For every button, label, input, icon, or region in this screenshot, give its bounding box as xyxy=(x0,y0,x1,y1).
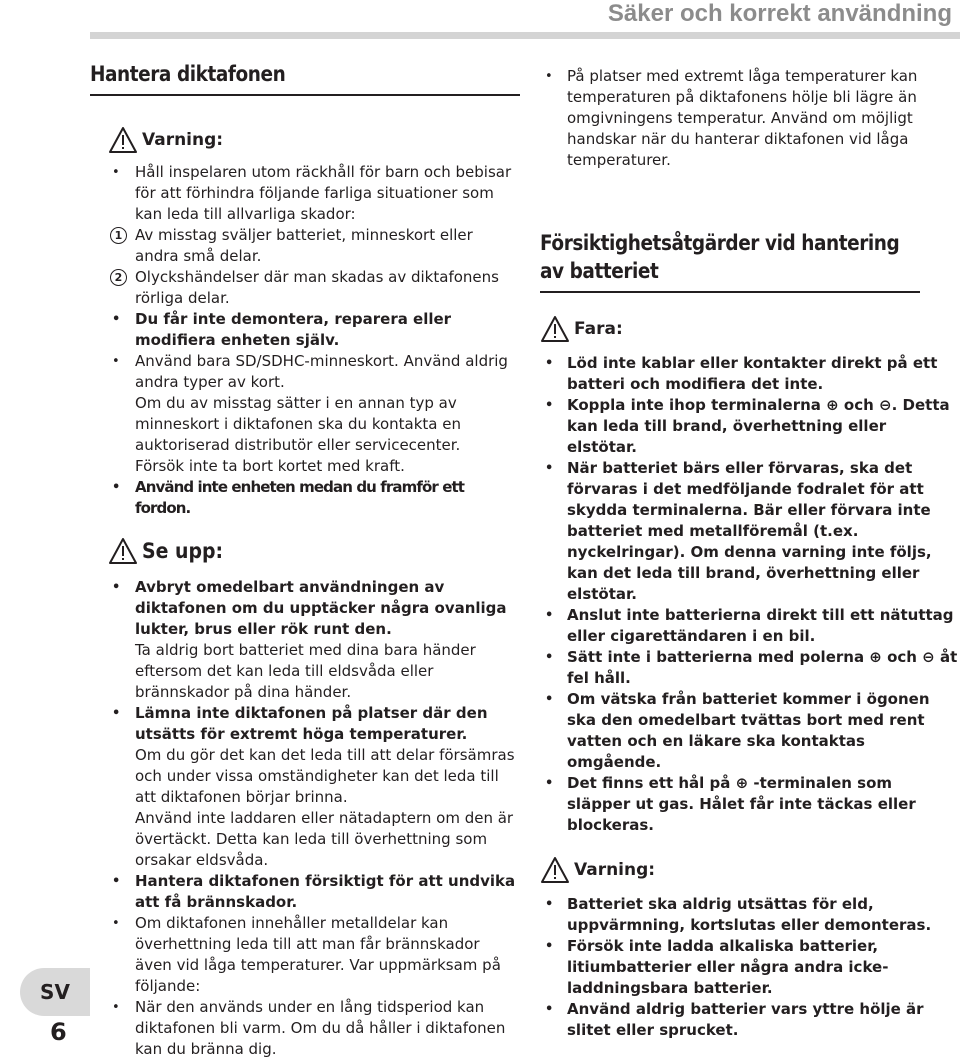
warning-list xyxy=(90,162,520,519)
warning-label: Varning: xyxy=(142,130,224,150)
list-item-continuation: Ta aldrig bort batteriet med dina bara händer eftersom det kan leda till eldsvåda eller brännskador på dina händer. xyxy=(135,641,476,701)
page-header-title: Säker och korrekt användning xyxy=(607,0,952,27)
caution-list xyxy=(90,577,520,1060)
warning-triangle-icon xyxy=(540,856,570,884)
list-item: • När batteriet bärs eller förvaras, ska det förvaras i det medföljande fodralet för att skydda terminalerna. Bär eller förvara inte batteriet med metallföremål (t.ex. nyckelringar). Om denna varning inte följs, kan det leda till brand, överhettning eller elstötar. xyxy=(540,458,960,605)
header-rule xyxy=(90,32,960,39)
list-item: • Försök inte ladda alkaliska batterier, litiumbatterier eller några andra icke-laddningsbara batterier. xyxy=(540,936,960,999)
section-title-battery: Försiktighetsåtgärder vid hantering av batteriet xyxy=(540,231,900,283)
list-item-text: Av misstag sväljer batteriet, minneskort eller andra små delar. xyxy=(135,226,473,265)
right-column xyxy=(540,66,960,1041)
page-number: 6 xyxy=(50,1018,67,1046)
number-badge: 1 xyxy=(110,227,127,244)
list-item: • Batteriet ska aldrig utsättas för eld, uppvärmning, kortslutas eller demonteras. xyxy=(540,894,960,936)
language-tab: SV xyxy=(20,968,90,1016)
warning-label: Varning: xyxy=(574,860,656,880)
list-item: • Löd inte kablar eller kontakter direkt på ett batteri och modifiera det inte. xyxy=(540,353,960,395)
list-item-continuation: Om du av misstag sätter i en annan typ av minneskort i diktafonen ska du kontakta en auktoriserad distributör eller servicecenter. xyxy=(135,394,462,454)
list-item: • Hantera diktafonen försiktigt för att undvika att få brännskador. xyxy=(90,871,520,913)
list-item: • Avbryt omedelbart användningen av diktafonen om du upptäcker några ovanliga lukter, brus eller rök runt den. xyxy=(90,577,520,640)
list-item: • Anslut inte batterierna direkt till ett nätuttag eller cigarettändaren i en bil. xyxy=(540,605,960,647)
intro-list xyxy=(540,66,960,171)
list-item: • Använd bara SD/SDHC-minneskort. Använd aldrig andra typer av kort. xyxy=(90,351,520,393)
warning-heading xyxy=(108,124,520,156)
number-badge: 2 xyxy=(110,269,127,286)
left-column xyxy=(90,60,520,1060)
battery-warning-list xyxy=(540,894,960,1041)
danger-label: Fara: xyxy=(574,319,623,339)
section-title-handle: Hantera diktafonen xyxy=(90,62,286,86)
warning-heading-battery xyxy=(540,854,960,886)
list-item-continuation: Använd inte laddaren eller nätadaptern om den är övertäckt. Detta kan leda till överhettning som orsakar eldsvåda. xyxy=(135,809,514,869)
list-item: • Håll inspelaren utom räckhåll för barn och bebisar för att förhindra följande farliga situationer som kan leda till allvarliga skador: xyxy=(90,162,520,225)
danger-list xyxy=(540,353,960,836)
list-item-continuation: Om du gör det kan det leda till att delar försämras och under vissa omständigheter kan det leda till att diktafonen börjar brinna. xyxy=(135,746,515,806)
section-rule xyxy=(540,291,920,293)
list-item: • När den används under en lång tidsperiod kan diktafonen bli varm. Om du då håller i diktafonen kan du bränna dig. xyxy=(90,997,520,1060)
list-item: • Koppla inte ihop terminalerna ⊕ och ⊖. Detta kan leda till brand, överhettning eller elstötar. xyxy=(540,395,960,458)
list-item-continuation: Försök inte ta bort kortet med kraft. xyxy=(135,457,405,475)
list-item: • Det finns ett hål på ⊕ -terminalen som släpper ut gas. Hålet får inte täckas eller blockeras. xyxy=(540,773,960,836)
list-item: • Sätt inte i batterierna med polerna ⊕ och ⊖ åt fel håll. xyxy=(540,647,960,689)
list-item: • Använd inte enheten medan du framför ett fordon. xyxy=(90,477,520,519)
warning-triangle-icon xyxy=(108,126,138,154)
danger-triangle-icon xyxy=(540,315,570,343)
caution-heading xyxy=(108,535,520,567)
list-item-text: Olyckshändelser där man skadas av diktafonens rörliga delar. xyxy=(135,268,499,307)
list-item: • Lämna inte diktafonen på platser där den utsätts för extremt höga temperaturer. xyxy=(90,703,520,745)
section-rule xyxy=(90,94,520,96)
list-item: • Om diktafonen innehåller metalldelar kan överhettning leda till att man får brännskador även vid låga temperaturer. Var uppmärksam på följande: xyxy=(90,913,520,997)
list-item: • Du får inte demontera, reparera eller modifiera enheten själv. xyxy=(90,309,520,351)
danger-heading xyxy=(540,313,960,345)
caution-label: Se upp: xyxy=(142,539,224,563)
list-item-numbered xyxy=(90,267,520,309)
list-item: • Använd aldrig batterier vars yttre hölje är slitet eller sprucket. xyxy=(540,999,960,1041)
list-item: • På platser med extremt låga temperaturer kan temperaturen på diktafonens hölje bli lägre än omgivningens temperatur. Använd om möjligt handskar när du hanterar diktafonen vid låga temperaturer. xyxy=(540,66,960,171)
list-item: • Om vätska från batteriet kommer i ögonen ska den omedelbart tvättas bort med rent vatten och en läkare ska kontaktas omgående. xyxy=(540,689,960,773)
caution-triangle-icon xyxy=(108,537,138,565)
list-item-numbered xyxy=(90,225,520,267)
